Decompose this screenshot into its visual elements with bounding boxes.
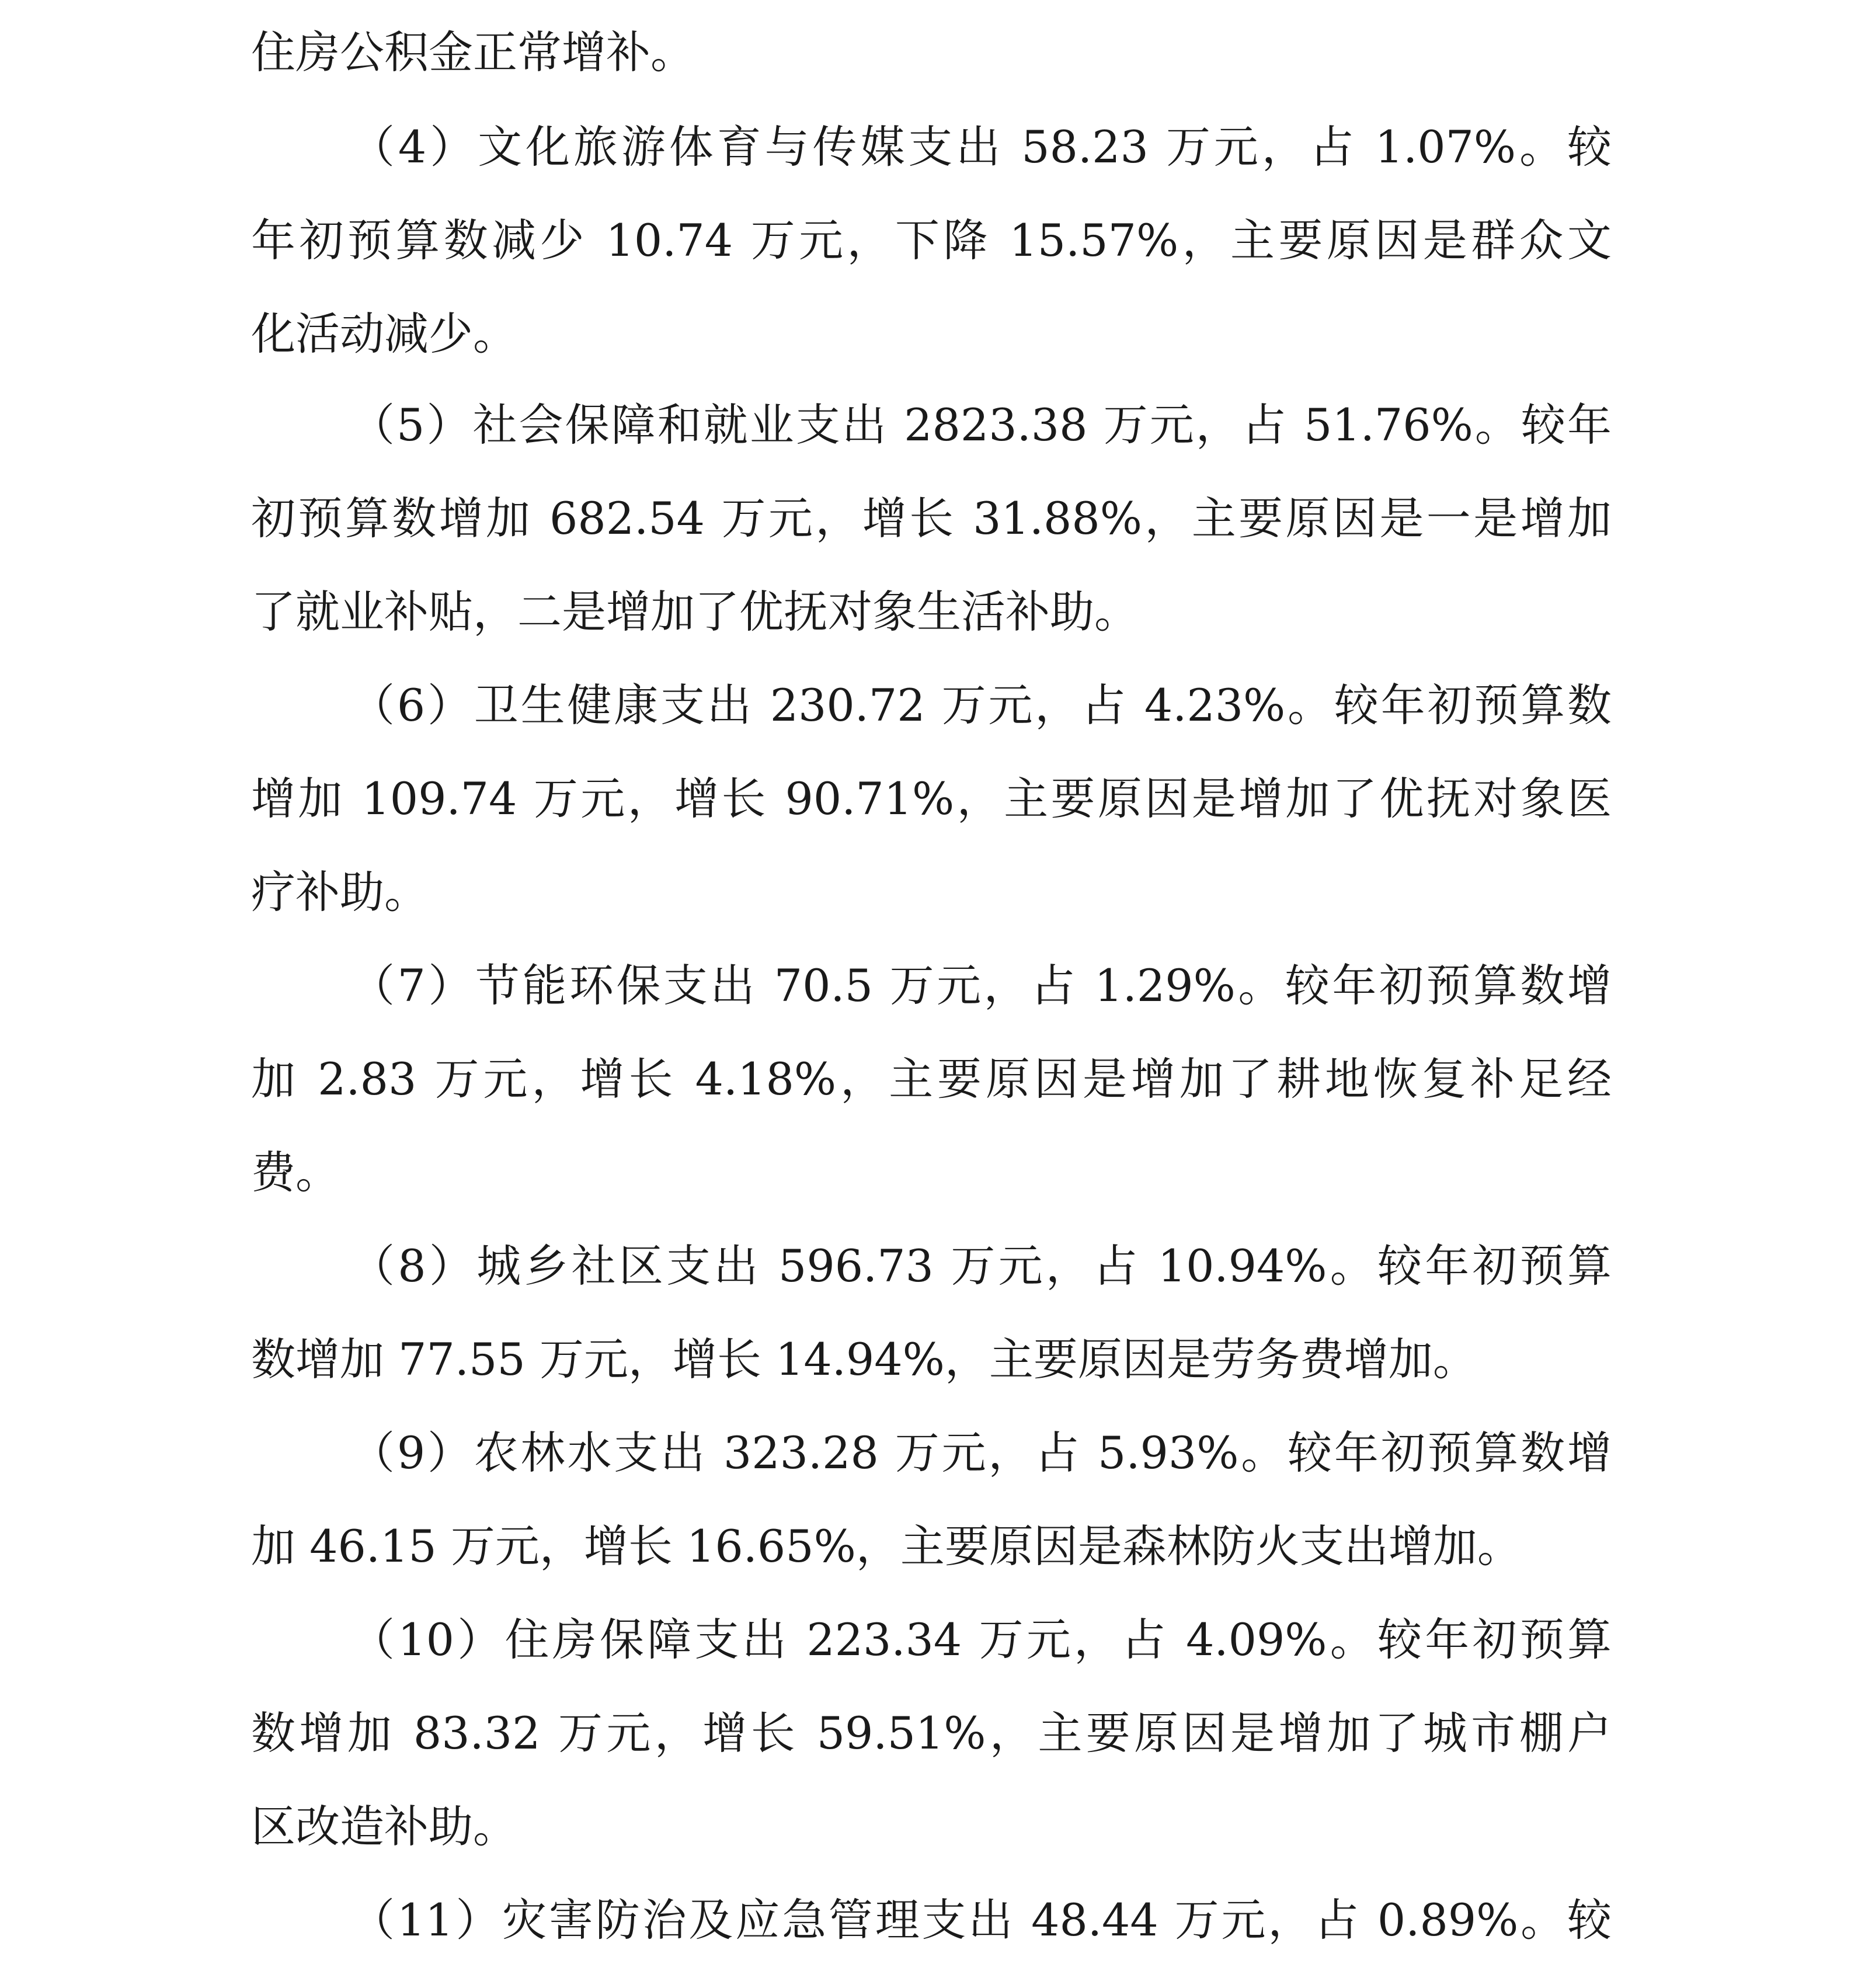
- text-line: 加 46.15 万元，增长 16.65%，主要原因是森林防火支出增加。: [251, 1520, 1522, 1572]
- text-line: （6）卫生健康支出 230.72 万元，占 4.23%。较年初预算数: [350, 679, 1612, 731]
- text-line: 了就业补贴，二是增加了优抚对象生活补助。: [251, 586, 1139, 638]
- text-line: 增加 109.74 万元，增长 90.71%，主要原因是增加了优抚对象医: [251, 773, 1612, 825]
- text-line: 疗补助。: [251, 866, 429, 918]
- text-line: （4）文化旅游体育与传媒支出 58.23 万元，占 1.07%。较: [350, 121, 1612, 173]
- text-line: （11）灾害防治及应急管理支出 48.44 万元，占 0.89%。较: [350, 1894, 1612, 1946]
- text-line: （10）住房保障支出 223.34 万元，占 4.09%。较年初预算: [350, 1614, 1612, 1666]
- text-line: 加 2.83 万元，增长 4.18%，主要原因是增加了耕地恢复补足经: [251, 1053, 1612, 1105]
- text-line: （9）农林水支出 323.28 万元，占 5.93%。较年初预算数增: [350, 1427, 1612, 1479]
- text-line: 数增加 83.32 万元，增长 59.51%，主要原因是增加了城市棚户: [251, 1707, 1612, 1759]
- text-line: 费。: [251, 1146, 340, 1198]
- text-line: 住房公积金正常增补。: [251, 26, 695, 78]
- text-line: （5）社会保障和就业支出 2823.38 万元，占 51.76%。较年: [350, 399, 1612, 451]
- text-line: 区改造补助。: [251, 1801, 517, 1853]
- text-line: （8）城乡社区支出 596.73 万元，占 10.94%。较年初预算: [350, 1240, 1612, 1292]
- text-line: 初预算数增加 682.54 万元，增长 31.88%，主要原因是一是增加: [251, 492, 1612, 544]
- text-line: 化活动减少。: [251, 308, 517, 360]
- text-line: 年初预算数减少 10.74 万元，下降 15.57%，主要原因是群众文: [251, 214, 1612, 266]
- text-line: （7）节能环保支出 70.5 万元，占 1.29%。较年初预算数增: [350, 960, 1612, 1012]
- text-line: 数增加 77.55 万元，增长 14.94%，主要原因是劳务费增加。: [251, 1333, 1477, 1385]
